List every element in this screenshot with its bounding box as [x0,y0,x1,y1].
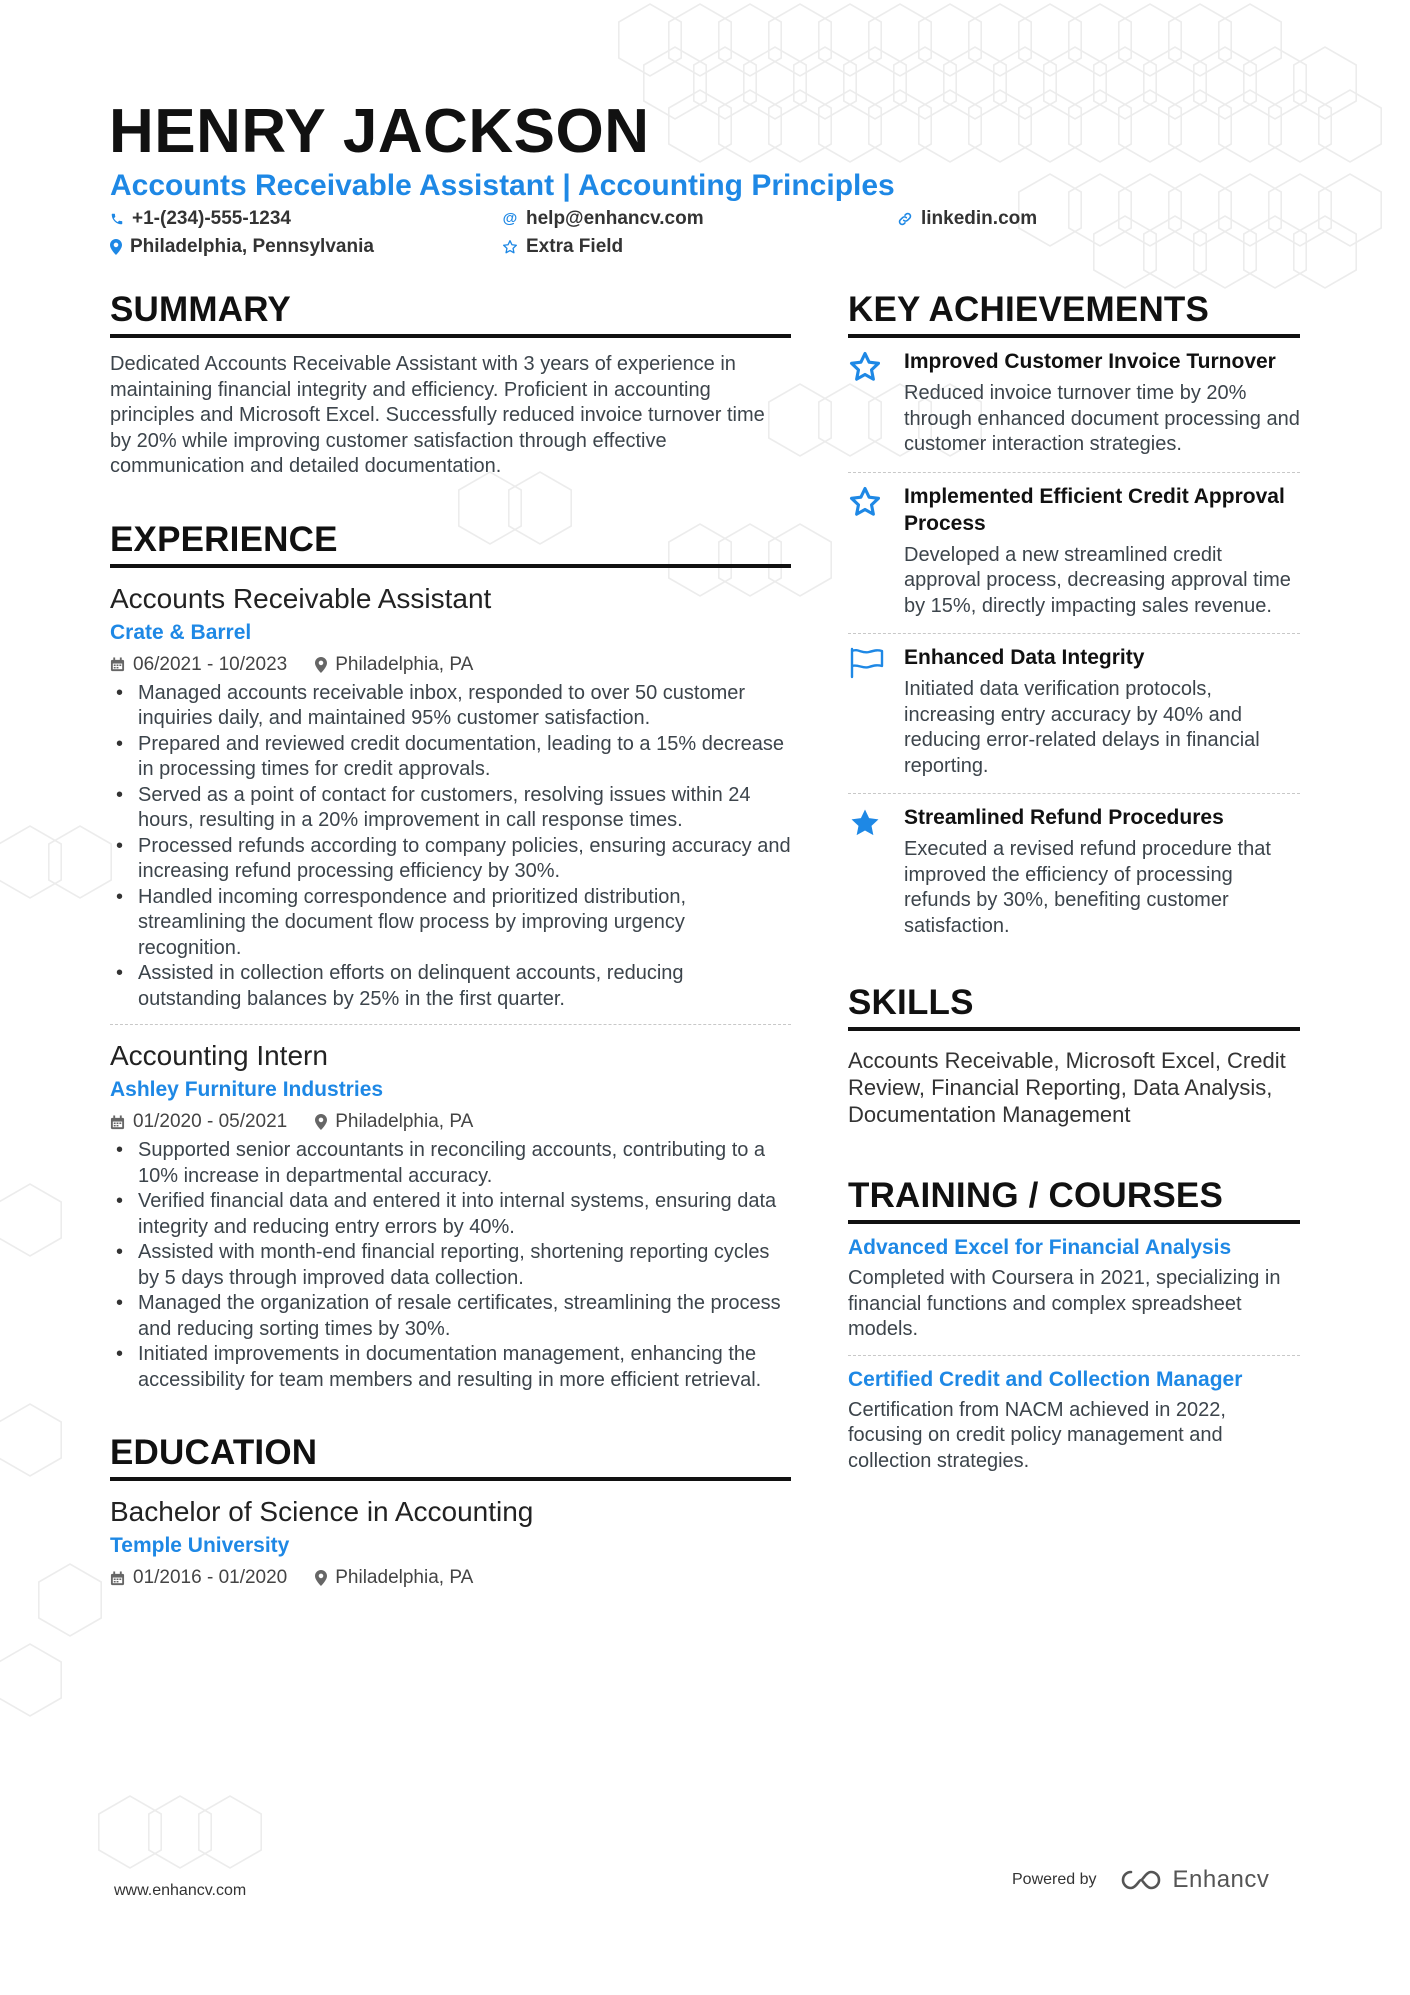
achievement-item [848,338,1300,473]
calendar-icon [110,657,125,672]
course-item [848,1224,1300,1356]
job-title: Accounts Receivable Assistant [110,582,492,614]
education-dates: 01/2016 - 01/2020 [133,1567,288,1588]
bullet-item: • Managed accounts receivable inbox, responded to over 50 customer inquiries daily, and maintained 95% customer satisfaction. [110,681,791,732]
achievement-item [848,634,1300,794]
link-icon [897,211,913,227]
bullet-item: • Supported senior accountants in reconciling accounts, contributing to a 10% increase in departmental accuracy. [110,1138,791,1189]
bullet-item: • Prepared and reviewed credit documentation, leading to a 15% decrease in processing times for credit approvals. [110,732,791,783]
skills-text: Accounts Receivable, Microsoft Excel, Credit Review, Financial Reporting, Data Analysis, Documentation Management [848,1048,1286,1127]
powered-by-label: Powered by [1012,1871,1097,1888]
education-location: Philadelphia, PA [335,1567,474,1588]
education-section [110,1431,791,1591]
bullet-item: • Initiated improvements in documentation management, enhancing the accessibility for team members and resulting in more efficient retrieval. [110,1342,791,1393]
phone-text: +1-(234)-555-1234 [132,208,291,229]
education-meta [110,1565,791,1591]
job-entry [110,582,791,1026]
contact-extra [502,234,623,260]
summary-text: Dedicated Accounts Receivable Assistant with 3 years of experience in maintaining financial integrity and efficiency. Proficient in accounting principles and Microsoft Excel. Successfully reduced invoice turnover time by 20% while improving customer satisfaction through effective communication and detailed documentation. [110,353,765,477]
location-pin-icon [315,1114,327,1130]
contact-location [110,234,374,260]
job-entry [110,1039,791,1393]
job-location: Philadelphia, PA [335,653,474,675]
calendar-icon [110,1115,125,1130]
bullet-item: • Verified financial data and entered it into internal systems, ensuring data integrity and reducing entry errors by 40%. [110,1189,791,1240]
summary-section [110,288,791,480]
location-pin-icon [110,239,122,255]
job-bullets [110,1138,791,1393]
course-description: Completed with Coursera in 2021, specializing in financial functions and complex spreadsheet models. [848,1267,1281,1340]
course-item [848,1356,1300,1487]
left-column [110,288,791,1591]
star-outline-icon [848,350,882,384]
skills-heading: SKILLS [848,981,1300,1031]
achievement-title: Enhanced Data Integrity [904,646,1145,669]
bullet-item: • Processed refunds according to company policies, ensuring accuracy and increasing refund processing efficiency by 30%. [110,834,791,885]
experience-section [110,518,791,1394]
at-icon: @ [502,210,518,227]
star-outline-icon [848,485,882,519]
calendar-icon [110,1571,125,1586]
course-title[interactable]: Advanced Excel for Financial Analysis [848,1236,1232,1259]
summary-heading: SUMMARY [110,288,791,338]
bullet-item: • Assisted in collection efforts on delinquent accounts, reducing outstanding balances by 25% in the first quarter. [110,961,791,1012]
job-title: Accounting Intern [110,1040,328,1071]
flag-icon [848,646,886,680]
footer-branding [1012,1866,1269,1894]
footer-website[interactable]: www.enhancv.com [114,1882,247,1899]
location-pin-icon [315,657,327,673]
course-description: Certification from NACM achieved in 2022, focusing on credit policy management and collection strategies. [848,1398,1226,1472]
degree-title: Bachelor of Science in Accounting [110,1496,534,1527]
candidate-name: HENRY JACKSON [109,97,650,166]
email-text: help@enhancv.com [526,208,704,229]
location-pin-icon [315,1570,327,1586]
brand-name: Enhancv [1172,1866,1270,1893]
right-column [848,288,1300,1486]
company-name[interactable]: Ashley Furniture Industries [110,1078,384,1101]
achievement-description: Developed a new streamlined credit approval process, decreasing approval time by 15%, directly impacting sales revenue. [904,543,1291,617]
job-dates: 06/2021 - 10/2023 [133,653,288,675]
course-title[interactable]: Certified Credit and Collection Manager [848,1367,1243,1391]
contact-info [110,206,1060,262]
experience-heading: EXPERIENCE [110,518,791,568]
job-meta [110,1109,791,1135]
brand-logo[interactable] [1119,1866,1270,1894]
contact-linkedin[interactable] [897,206,1037,232]
achievements-section [848,288,1300,953]
enhancv-logo-icon [1119,1868,1163,1892]
achievement-title: Implemented Efficient Credit Approval Process [904,484,1285,535]
training-section [848,1174,1300,1486]
education-entry [110,1495,791,1591]
company-name[interactable]: Crate & Barrel [110,620,252,644]
extra-text: Extra Field [526,236,624,257]
education-heading: EDUCATION [110,1431,791,1481]
star-outline-icon [502,239,518,255]
star-filled-icon [848,806,882,840]
job-location: Philadelphia, PA [335,1111,474,1132]
achievement-item [848,794,1300,953]
job-dates: 01/2020 - 05/2021 [133,1111,288,1132]
achievements-heading: KEY ACHIEVEMENTS [848,288,1300,338]
job-meta [110,652,791,678]
linkedin-text: linkedin.com [921,208,1038,229]
training-heading: TRAINING / COURSES [848,1174,1300,1224]
skills-section [848,981,1300,1128]
achievement-description: Reduced invoice turnover time by 20% through enhanced document processing and customer interaction strategies. [904,382,1300,455]
achievement-title: Streamlined Refund Procedures [904,806,1224,829]
bullet-item: • Served as a point of contact for customers, resolving issues within 24 hours, resulting in a 20% improvement in call response times. [110,783,791,834]
bullet-item: • Assisted with month-end financial reporting, shortening reporting cycles by 5 days through improved data collection. [110,1240,791,1291]
achievement-description: Executed a revised refund procedure that improved the efficiency of processing refunds by 30%, benefiting customer satisfaction. [904,838,1271,937]
contact-phone[interactable] [110,206,291,232]
bullet-item: • Managed the organization of resale certificates, streamlining the process and reducing sorting times by 30%. [110,1291,791,1342]
candidate-headline: Accounts Receivable Assistant | Accounting Principles [110,169,895,202]
achievement-title: Improved Customer Invoice Turnover [904,350,1276,373]
job-bullets [110,681,791,1013]
bullet-item: • Handled incoming correspondence and prioritized distribution, streamlining the document flow process by improving urgency recognition. [110,885,791,962]
divider [110,1024,791,1025]
phone-icon [110,212,124,226]
achievement-description: Initiated data verification protocols, increasing entry accuracy by 40% and reducing error-related delays in financial reporting. [904,678,1260,777]
school-name[interactable]: Temple University [110,1534,290,1557]
contact-email[interactable] [502,206,704,232]
achievement-item [848,473,1300,635]
location-text: Philadelphia, Pennsylvania [130,236,374,257]
